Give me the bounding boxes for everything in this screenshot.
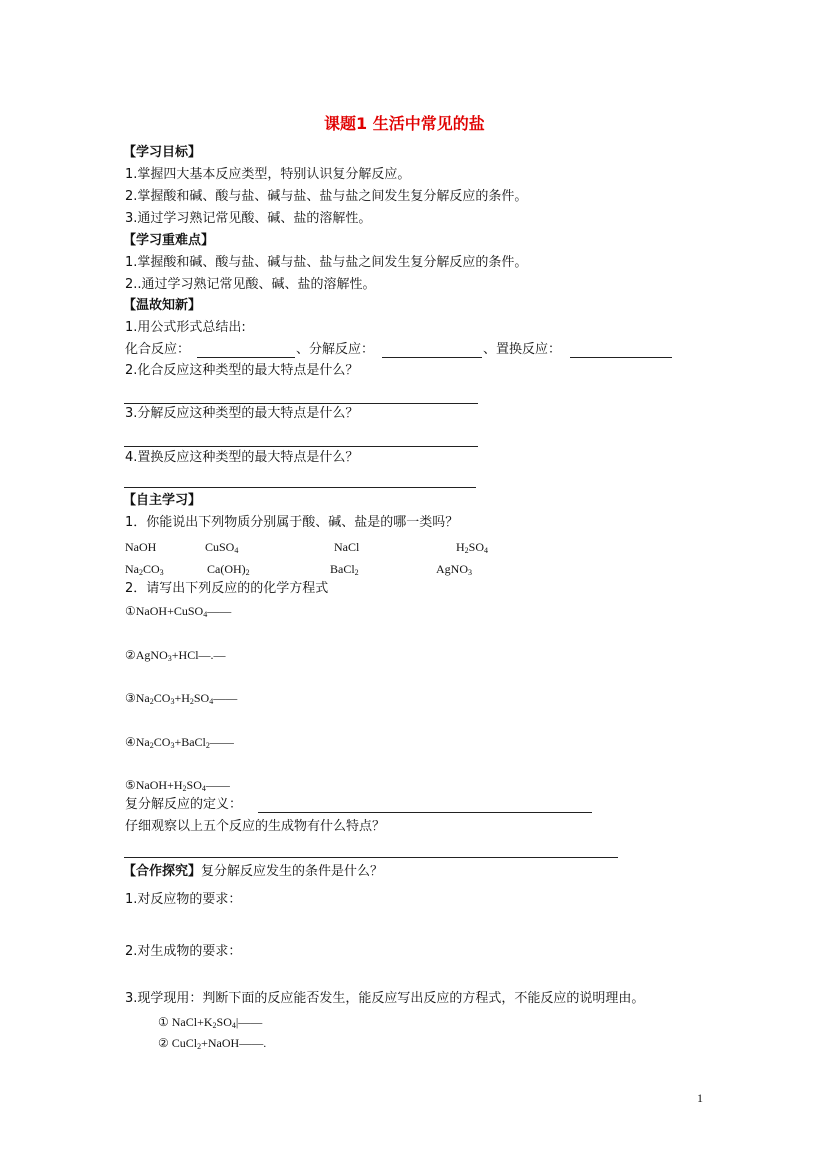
goal-item-2: 2.掌握酸和碱、酸与盐、碱与盐、盐与盐之间发生复分解反应的条件。 bbox=[125, 189, 528, 204]
combination-blank[interactable] bbox=[197, 357, 295, 358]
exercise-2: ② CuCl$_2$+NaOH——. bbox=[158, 1036, 267, 1051]
definition-blank[interactable] bbox=[258, 812, 592, 813]
exercise-1: ① $NaCl+K_2SO_4|——$ bbox=[158, 1015, 263, 1030]
self-study-q1: 1．你能说出下列物质分别属于酸、碱、盐是的哪一类吗？ bbox=[125, 515, 459, 530]
decomposition-blank[interactable] bbox=[382, 357, 482, 358]
reaction-1: ①NaOH+CuSO$_4$—— bbox=[125, 604, 232, 619]
self-study-q2: 2．请写出下列反应的的化学方程式 bbox=[125, 581, 329, 596]
key-points-header: 【学习重难点】 bbox=[123, 233, 215, 248]
formula-naoh: NaOH bbox=[125, 540, 157, 554]
review-header: 【温故知新】 bbox=[123, 298, 202, 313]
goal-item-1: 1.掌握四大基本反应类型，特别认识复分解反应。 bbox=[125, 167, 411, 182]
review-decomposition-label: 、分解反应： bbox=[296, 342, 375, 357]
key-point-2: 2..通过学习熟记常见酸、碱、盐的溶解性。 bbox=[125, 277, 376, 292]
self-study-header: 【自主学习】 bbox=[123, 493, 202, 508]
replacement-blank[interactable] bbox=[570, 357, 672, 358]
reaction-4: $④Na_2CO_3+BaCl_2——$ bbox=[125, 735, 234, 750]
explore-question: 复分解反应发生的条件是什么？ bbox=[201, 864, 384, 879]
goal-item-3: 3.通过学习熟记常见酸、碱、盐的溶解性。 bbox=[125, 211, 372, 226]
explore-q2: 2.对生成物的要求： bbox=[125, 944, 242, 959]
explore-q1: 1.对反应物的要求： bbox=[125, 892, 242, 907]
formula-cuso4: CuSO$_4$ bbox=[205, 540, 239, 555]
review-q2-answer-line[interactable] bbox=[124, 403, 478, 404]
key-point-1: 1.掌握酸和碱、酸与盐、碱与盐、盐与盐之间发生复分解反应的条件。 bbox=[125, 255, 528, 270]
explore-line bbox=[123, 864, 383, 880]
formula-bacl2: BaCl$_2$ bbox=[330, 562, 359, 577]
reaction-2: ②AgNO$_3$+HCl—.— bbox=[125, 648, 226, 663]
explore-q3: 3.现学现用：判断下面的反应能否发生，能反应写出反应的方程式，不能反应的说明理由。 bbox=[125, 991, 645, 1006]
formula-caoh2: $Ca(OH)_2$ bbox=[207, 562, 250, 577]
observe-answer-line[interactable] bbox=[124, 857, 618, 858]
review-q1: 1.用公式形式总结出: bbox=[125, 320, 246, 335]
page-title: 课题1 生活中常见的盐 bbox=[324, 114, 485, 133]
formula-na2co3: $Na_2CO_3$ bbox=[125, 562, 164, 577]
review-q3: 3.分解反应这种类型的最大特点是什么？ bbox=[125, 406, 359, 421]
observe-question: 仔细观察以上五个反应的生成物有什么特点？ bbox=[125, 819, 386, 834]
review-replacement-label: 、置换反应： bbox=[483, 342, 562, 357]
reaction-5: $⑤NaOH+H_2SO_4——$ bbox=[125, 778, 230, 793]
review-q4: 4.置换反应这种类型的最大特点是什么？ bbox=[125, 450, 359, 465]
formula-nacl: NaCl bbox=[334, 540, 360, 554]
formula-h2so4: $H_2SO_4$ bbox=[456, 540, 489, 555]
goals-header: 【学习目标】 bbox=[123, 145, 202, 160]
page-number: 1 bbox=[697, 1091, 703, 1105]
reaction-3: $③Na_2CO_3+H_2SO_4——$ bbox=[125, 691, 238, 706]
formula-agno3: AgNO$_3$ bbox=[436, 562, 472, 577]
definition-label: 复分解反应的定义： bbox=[125, 797, 243, 812]
review-combination-label: 化合反应： bbox=[125, 342, 191, 357]
review-q2: 2.化合反应这种类型的最大特点是什么？ bbox=[125, 363, 359, 378]
explore-header: 【合作探究】 bbox=[123, 864, 202, 879]
review-q4-answer-line[interactable] bbox=[124, 487, 476, 488]
review-q3-answer-line[interactable] bbox=[124, 446, 478, 447]
